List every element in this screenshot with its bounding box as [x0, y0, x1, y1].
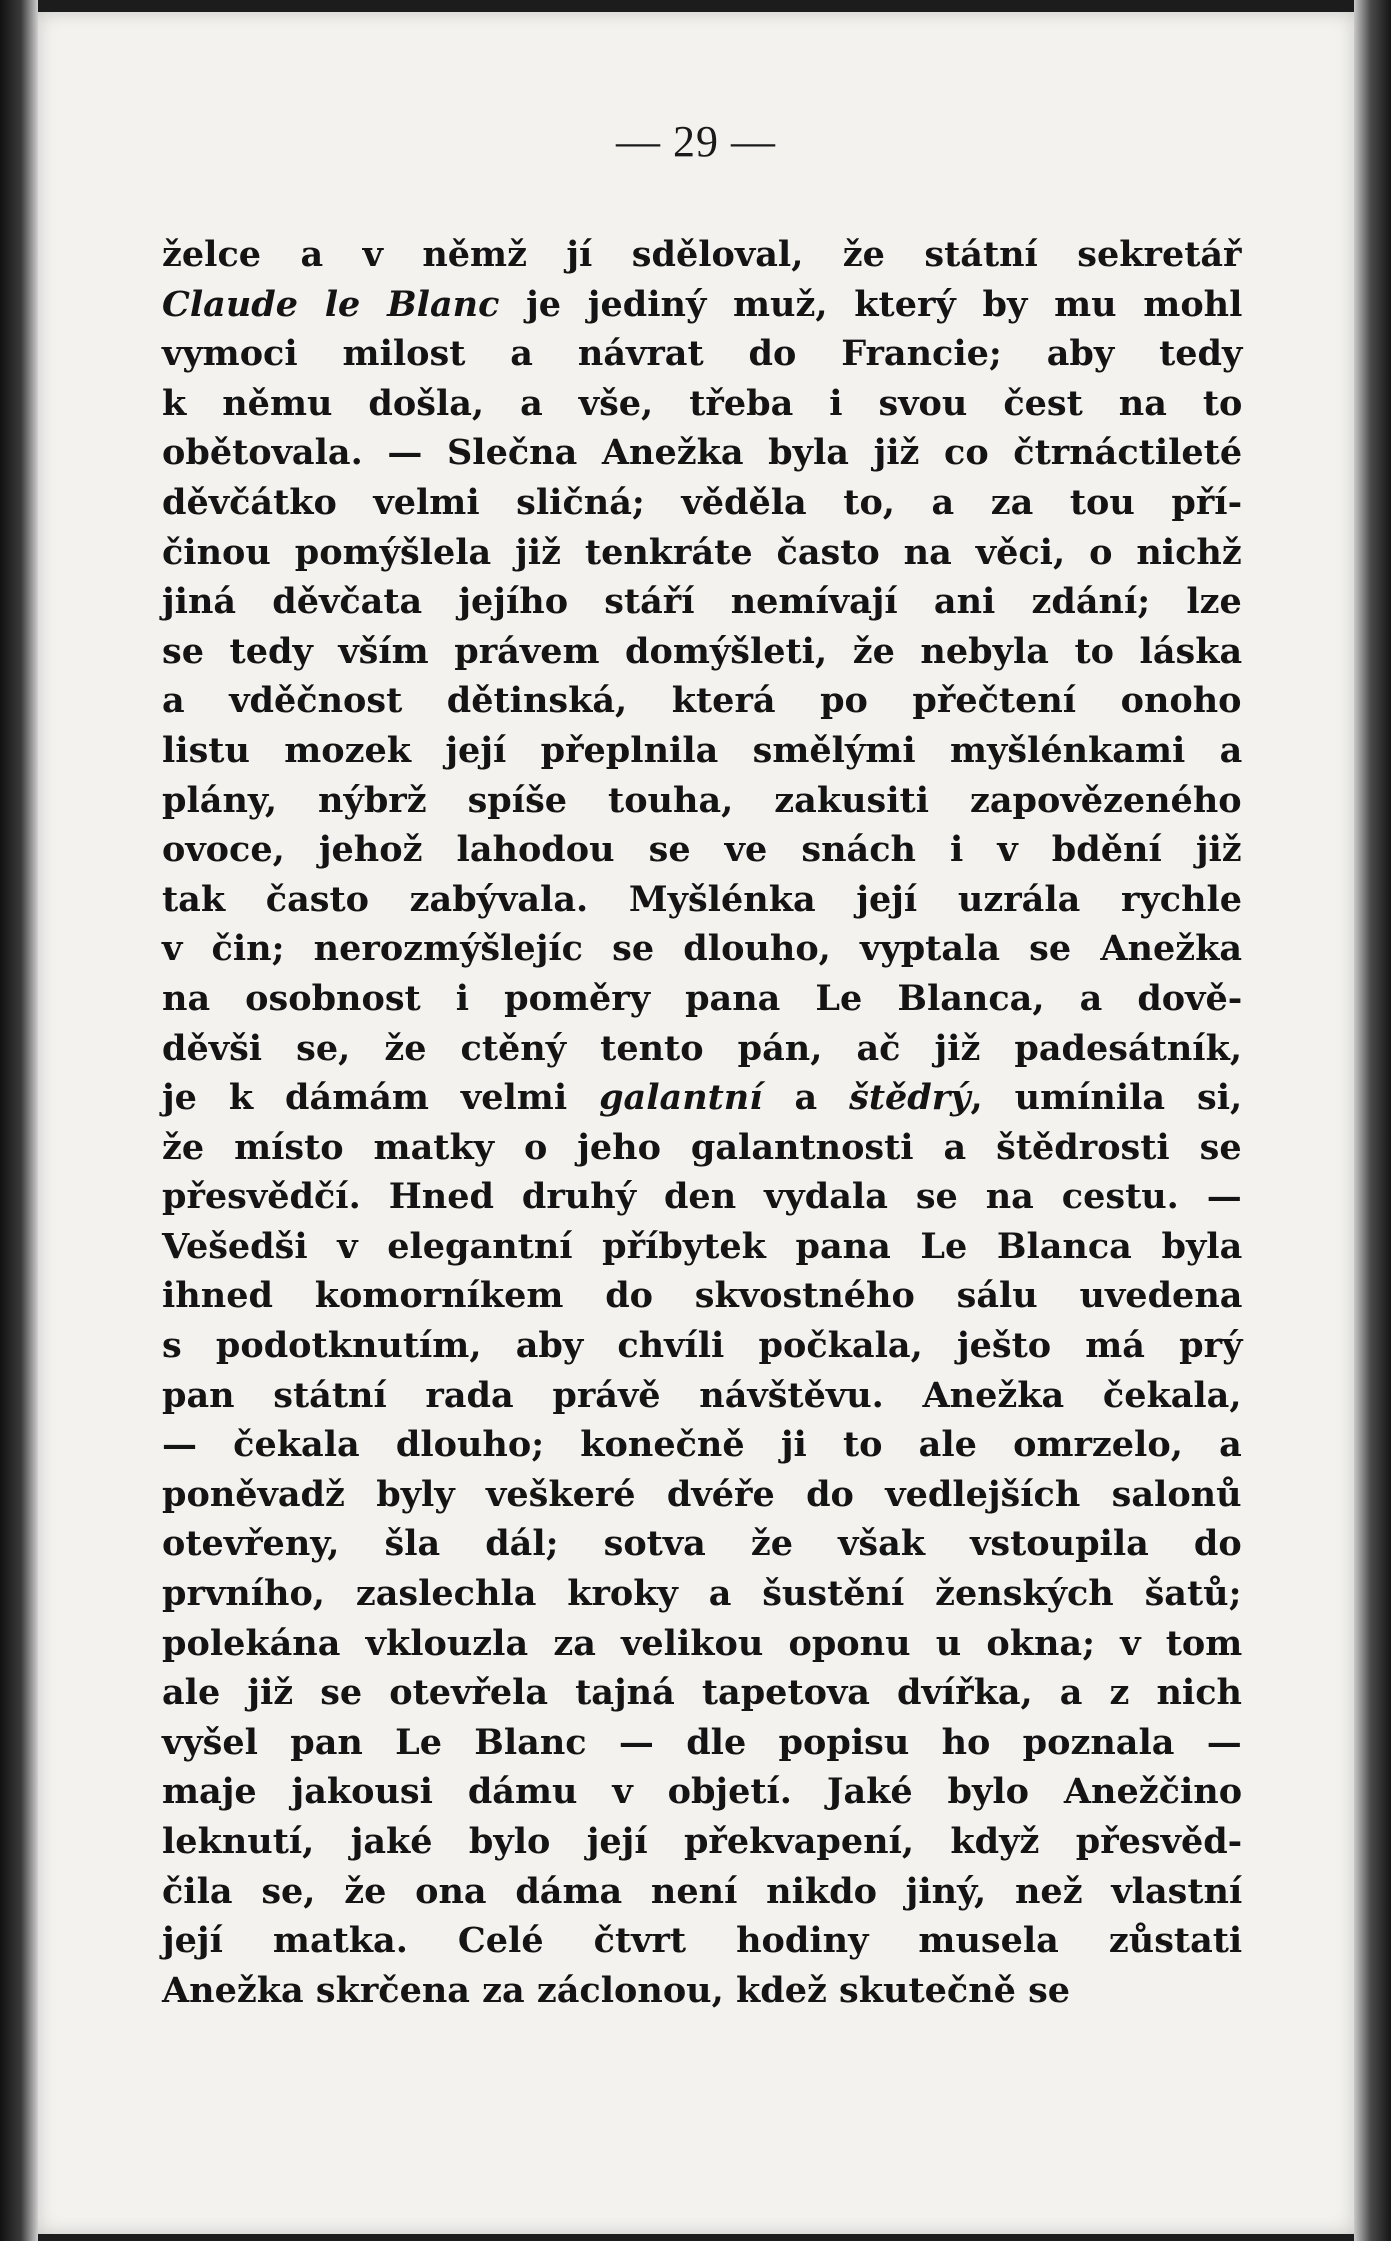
text-segment: , umínila si, [970, 1077, 1243, 1119]
text-segment: otevřeny, šla dál; sotva že však vstoupila do [162, 1523, 1242, 1565]
text-segment: pan státní rada právě návštěvu. Anežka čekala, [162, 1374, 1242, 1416]
text-segment: je k dámám velmi [162, 1077, 600, 1119]
text-segment: — čekala dlouho; konečně ji to ale omrzelo, a [162, 1424, 1242, 1466]
text-segment: jiná děvčata jejího stáří nemívají ani zdání; lze [162, 581, 1242, 623]
text-segment: čila se, že ona dáma není nikdo jiný, než vlastní [162, 1870, 1243, 1912]
text-segment: je jediný muž, který by mu mohl [499, 283, 1243, 325]
text-segment: na osobnost i poměry pana Le Blanca, a dově- [162, 977, 1243, 1019]
text-segment: k němu došla, a vše, třeba i svou čest na to [162, 382, 1243, 424]
text-line [162, 1619, 1242, 1669]
text-line [162, 825, 1242, 875]
text-segment: poněvadž byly veškeré dvéře do vedlejších salonů [162, 1473, 1242, 1515]
text-segment: a vděčnost dětinská, která po přečtení onoho [162, 680, 1242, 722]
text-segment: Vešedši v elegantní příbytek pana Le Blanca byla [162, 1225, 1243, 1267]
italic-text: galantní [599, 1077, 763, 1119]
text-line [162, 280, 1242, 330]
text-line [162, 528, 1242, 578]
text-line [162, 676, 1242, 726]
text-line [162, 1668, 1242, 1718]
text-segment: plány, nýbrž spíše touha, zakusiti zapovězeného [162, 779, 1242, 821]
text-line [162, 1024, 1242, 1074]
text-line [162, 428, 1242, 478]
book-page [38, 12, 1354, 2234]
text-line [162, 1420, 1242, 1470]
body-text [162, 230, 1242, 2015]
text-segment: prvního, zaslechla kroky a šustění ženských šatů; [162, 1573, 1242, 1615]
text-line [162, 478, 1242, 528]
text-segment: se tedy vším právem domýšleti, že nebyla to láska [162, 630, 1243, 672]
text-line [162, 1767, 1242, 1817]
text-segment: želce a v němž jí sděloval, že státní sekretář [162, 234, 1242, 275]
text-line [162, 1718, 1242, 1768]
text-segment: tak často zabývala. Myšlénka její uzrála rychle [162, 878, 1243, 920]
text-line [162, 627, 1242, 677]
text-line [162, 924, 1242, 974]
text-line [162, 1123, 1242, 1173]
book-gutter-left [0, 0, 38, 2241]
text-segment: listu mozek její přeplnila smělými myšlénkami a [162, 729, 1243, 771]
text-segment: Anežka skrčena za záclonou, kdež skutečně se [162, 1969, 1071, 2011]
text-line [162, 1073, 1242, 1123]
text-line [162, 1916, 1242, 1966]
page-number: — 29 — [616, 117, 776, 166]
text-segment: polekána vklouzla za velikou oponu u okna; v tom [162, 1622, 1243, 1664]
text-line [162, 329, 1242, 379]
book-edge-right [1354, 0, 1391, 2241]
text-segment: ovoce, jehož lahodou se ve snách i v bdění již [162, 829, 1242, 871]
text-line [162, 1321, 1242, 1371]
text-segment: a [762, 1077, 850, 1119]
italic-text: Claude le Blanc [162, 283, 500, 325]
text-segment: její matka. Celé čtvrt hodiny musela zůstati [162, 1920, 1243, 1962]
text-segment: přesvědčí. Hned druhý den vydala se na cestu. — [162, 1176, 1242, 1218]
text-line [162, 1371, 1242, 1421]
text-line [162, 1172, 1242, 1222]
text-segment: v čin; nerozmýšlejíc se dlouho, vyptala se Anežka [162, 928, 1243, 970]
text-line [162, 726, 1242, 776]
text-segment: vyšel pan Le Blanc — dle popisu ho poznala — [162, 1721, 1242, 1763]
text-line [162, 1519, 1242, 1569]
text-line [162, 1569, 1242, 1619]
text-segment: leknutí, jaké bylo její překvapení, když přesvěd- [162, 1821, 1243, 1862]
text-line [162, 776, 1242, 826]
text-line [162, 1867, 1242, 1917]
text-segment: že místo matky o jeho galantnosti a štědrosti se [162, 1126, 1242, 1168]
text-line [162, 1817, 1242, 1867]
text-line [162, 1966, 1242, 2016]
text-line [162, 875, 1242, 925]
text-segment: obětovala. — Slečna Anežka byla již co čtrnáctileté [162, 432, 1243, 474]
text-segment: s podotknutím, aby chvíli počkala, ješto má prý [162, 1325, 1243, 1367]
text-line [162, 379, 1242, 429]
text-line [162, 1222, 1242, 1272]
text-line [162, 1470, 1242, 1520]
text-segment: ihned komorníkem do skvostného sálu uvedena [162, 1275, 1243, 1317]
italic-text: štědrý [849, 1077, 971, 1119]
text-segment: děvčátko velmi sličná; věděla to, a za tou pří- [162, 481, 1243, 523]
text-segment: vymoci milost a návrat do Francie; aby tedy [162, 333, 1243, 375]
text-line [162, 577, 1242, 627]
text-segment: maje jakousi dámu v objetí. Jaké bylo Anežčino [162, 1771, 1243, 1813]
text-segment: ale již se otevřela tajná tapetova dvířka, a z nich [162, 1672, 1242, 1714]
text-segment: činou pomýšlela již tenkráte často na věci, o nichž [162, 531, 1242, 573]
text-line [162, 230, 1242, 280]
text-line [162, 974, 1242, 1024]
text-line [162, 1271, 1242, 1321]
text-segment: děvši se, že ctěný tento pán, ač již padesátník, [162, 1027, 1243, 1069]
